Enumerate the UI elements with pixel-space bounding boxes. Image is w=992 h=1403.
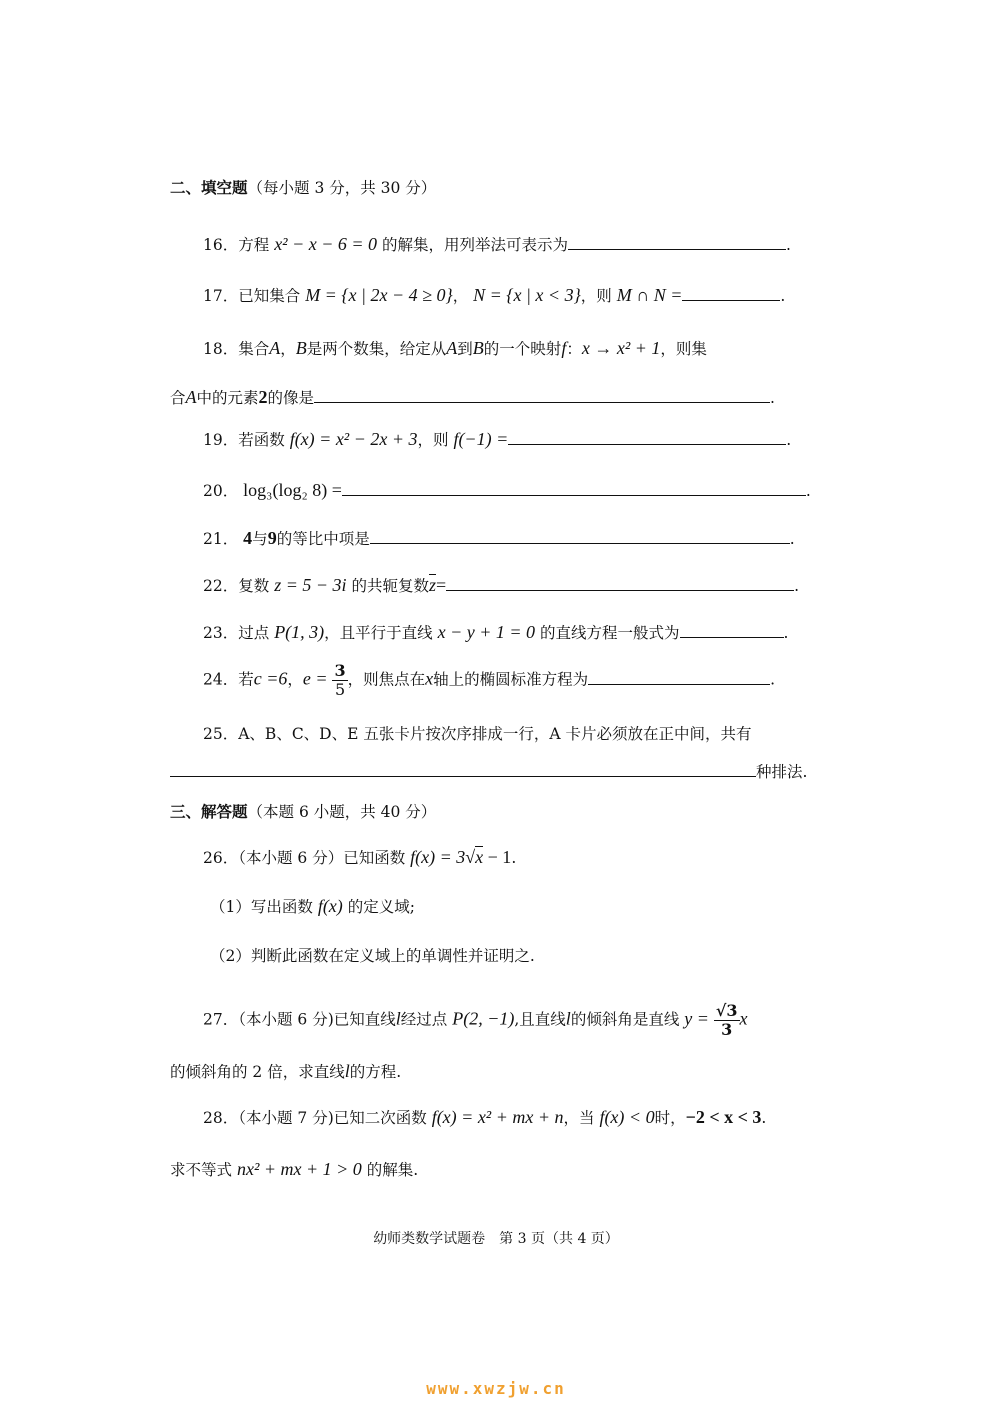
period: .: [805, 482, 811, 500]
question-28-line2: [170, 1158, 418, 1180]
question-16: [203, 233, 791, 255]
question-text: 时，: [654, 1109, 686, 1127]
numerator: √3: [715, 1001, 738, 1020]
question-text: 中的元素: [196, 389, 259, 407]
section3-title: 三、解答题: [170, 802, 248, 821]
question-text: 的倾斜角的 2 倍，求直线: [170, 1063, 345, 1081]
answer-blank[interactable]: [170, 760, 756, 777]
question-text: （本小题 6 分)已知直线: [238, 1010, 396, 1029]
function-eval: f(−1) =: [453, 429, 509, 449]
question-18-line2: [170, 386, 775, 408]
question-text: ，当: [563, 1109, 595, 1127]
question-text: 若函数: [238, 431, 285, 449]
element-2: 2: [258, 387, 268, 407]
question-text: ，则集: [660, 340, 707, 358]
question-19: [203, 428, 791, 450]
mapping-rule: x → x² + 1: [581, 338, 661, 358]
question-text: 轴上的椭圆标准方程为: [433, 670, 589, 689]
complex-number: z = 5 − 3i: [274, 575, 347, 595]
answer-blank[interactable]: [682, 284, 780, 301]
comma: ，: [452, 287, 469, 305]
question-text: 是两个数集，给定从: [306, 340, 447, 358]
answer-blank[interactable]: [314, 386, 770, 403]
numerator: 3: [334, 661, 346, 680]
period: .: [785, 236, 791, 254]
mapping-f: f: [561, 338, 567, 358]
question-26-part2: [210, 944, 535, 966]
number-4: 4: [243, 528, 253, 548]
question-text: 的倾斜角是直线: [570, 1010, 680, 1029]
period: .: [770, 389, 775, 407]
point-p: P(1, 3): [274, 622, 325, 642]
question-26-part1: [210, 895, 415, 917]
question-text: A、B、C、D、E 五张卡片按次序排成一行，A 卡片必须放在正中间，共有: [238, 725, 752, 743]
question-text: ,且直线: [514, 1010, 566, 1029]
question-text: 的解集.: [366, 1161, 419, 1179]
period: .: [770, 670, 776, 689]
set-a: A: [269, 338, 281, 358]
question-number: 21．: [203, 530, 239, 548]
inequality: nx² + mx + 1 > 0: [236, 1159, 362, 1179]
question-text: ，则: [417, 431, 449, 449]
question-text: 的方程.: [349, 1063, 402, 1081]
period: .: [789, 530, 795, 548]
question-number: 25．: [203, 725, 239, 743]
question-number: 20．: [203, 482, 239, 500]
c-value: c =6: [253, 668, 288, 689]
equals-sign: =: [435, 575, 447, 595]
question-25-line2: [170, 760, 807, 782]
question-text: 的一个映射: [483, 340, 562, 358]
line-l: l: [395, 1008, 401, 1029]
period: .: [786, 431, 792, 449]
answer-blank[interactable]: [446, 574, 794, 591]
quadratic-def: f(x) = x² + mx + n: [431, 1107, 564, 1127]
comma: ，: [287, 670, 303, 689]
radicand: x: [475, 847, 484, 867]
e-label: e =: [302, 668, 328, 689]
question-text: （本小题 6 分）已知函数: [238, 849, 406, 867]
question-number: 27．: [203, 1010, 239, 1029]
line-l: l: [565, 1008, 571, 1029]
answer-blank[interactable]: [508, 428, 786, 445]
question-text: 与: [252, 530, 268, 548]
fraction-sqrt3-3: [714, 1002, 740, 1039]
question-number: 24．: [203, 670, 239, 689]
condition: f(x) < 0: [599, 1107, 655, 1127]
part-text: （1）写出函数: [210, 898, 313, 916]
answer-blank[interactable]: [588, 668, 770, 685]
question-number: 17．: [203, 287, 239, 305]
answer-blank[interactable]: [568, 233, 786, 250]
interval: −2 < x < 3: [685, 1107, 762, 1127]
question-text: 的像是: [267, 389, 315, 407]
part-text: 的定义域;: [347, 898, 415, 916]
question-text: 经过点: [400, 1010, 448, 1029]
period: .: [780, 287, 786, 305]
question-text: 过点: [238, 624, 270, 642]
period: .: [794, 577, 800, 595]
sqrt-sign: √: [465, 847, 476, 867]
fraction-3-5: [332, 662, 347, 699]
question-25: [203, 722, 751, 744]
question-27-line2: [170, 1060, 401, 1082]
function-def: f(x) = 3: [410, 847, 466, 867]
question-24: [203, 662, 775, 699]
question-text: ，则: [580, 287, 612, 305]
number-9: 9: [267, 528, 277, 548]
denominator: 5: [334, 680, 346, 699]
answer-blank[interactable]: [680, 621, 784, 638]
x-axis-var: x: [425, 668, 434, 689]
section3-header: [170, 800, 436, 822]
function-def: f(x) = x² − 2x + 3: [289, 429, 418, 449]
section2-title: 二、填空题: [170, 178, 248, 197]
log-expression: log₃(log₂ 8) =: [243, 480, 342, 500]
question-text: 种排法.: [756, 763, 808, 781]
denominator: 3: [721, 1020, 733, 1039]
set-m: M = {x | 2x − 4 ≥ 0}: [305, 285, 453, 305]
function-name: f(x): [317, 896, 343, 916]
question-number: 28．: [203, 1109, 239, 1127]
question-number: 23．: [203, 624, 239, 642]
question-number: 22．: [203, 577, 239, 595]
question-28: [203, 1106, 766, 1128]
question-number: 16．: [203, 236, 239, 254]
question-23: [203, 621, 788, 643]
line-l: l: [344, 1061, 350, 1081]
set-n: N = {x | x < 3}: [473, 285, 581, 305]
set-a: A: [446, 338, 458, 358]
x-var: x: [739, 1008, 748, 1029]
period: .: [511, 849, 517, 867]
minus-one: − 1: [483, 847, 512, 867]
y-equals: y =: [684, 1008, 709, 1029]
question-number: 19．: [203, 431, 239, 449]
question-text: 求不等式: [170, 1161, 233, 1179]
point-p: P(2, −1): [452, 1008, 515, 1029]
question-text: （本小题 7 分)已知二次函数: [238, 1109, 427, 1127]
question-text: ，且平行于直线: [324, 624, 433, 642]
section2-header: [170, 176, 436, 198]
question-17: [203, 284, 785, 306]
equation: x² − x − 6 = 0: [274, 234, 378, 254]
question-text: 合: [170, 389, 186, 407]
question-text: 方程: [238, 236, 270, 254]
answer-blank[interactable]: [342, 479, 806, 496]
period: .: [783, 624, 789, 642]
set-b: B: [472, 338, 484, 358]
question-27: [203, 1002, 748, 1039]
question-21: [203, 527, 795, 549]
question-text: 到: [457, 340, 473, 358]
comma: ，: [280, 340, 296, 358]
conjugate-z: z: [428, 575, 436, 595]
question-text: 若: [238, 670, 254, 689]
question-22: [203, 574, 799, 596]
question-number: 26．: [203, 849, 239, 867]
section3-note: （本题 6 小题，共 40 分）: [247, 803, 437, 821]
colon: ：: [566, 340, 582, 358]
line-equation: x − y + 1 = 0: [437, 622, 536, 642]
period: .: [761, 1109, 767, 1127]
question-text: 已知集合: [238, 287, 301, 305]
question-number: 18．: [203, 340, 239, 358]
question-text: 的共轭复数: [351, 577, 429, 595]
question-20: [203, 479, 811, 501]
question-text: ，则焦点在: [347, 670, 426, 689]
set-a: A: [185, 387, 197, 407]
part-text: （2）判断此函数在定义域上的单调性并证明之.: [210, 947, 535, 965]
watermark: www.xwzjw.cn: [426, 1379, 566, 1398]
question-18: [203, 337, 707, 359]
set-b: B: [295, 338, 307, 358]
question-text: 集合: [238, 340, 270, 358]
page-footer: 幼师类数学试题卷 第 3 页（共 4 页）: [373, 1231, 619, 1247]
answer-blank[interactable]: [370, 527, 790, 544]
question-text: 复数: [238, 577, 270, 595]
section2-note: （每小题 3 分，共 30 分）: [247, 179, 437, 197]
question-text: 的等比中项是: [276, 530, 370, 548]
intersection: M ∩ N =: [616, 285, 683, 305]
question-text: 的直线方程一般式为: [539, 624, 680, 642]
question-text: 的解集，用列举法可表示为: [381, 236, 568, 254]
question-26: [203, 846, 516, 868]
